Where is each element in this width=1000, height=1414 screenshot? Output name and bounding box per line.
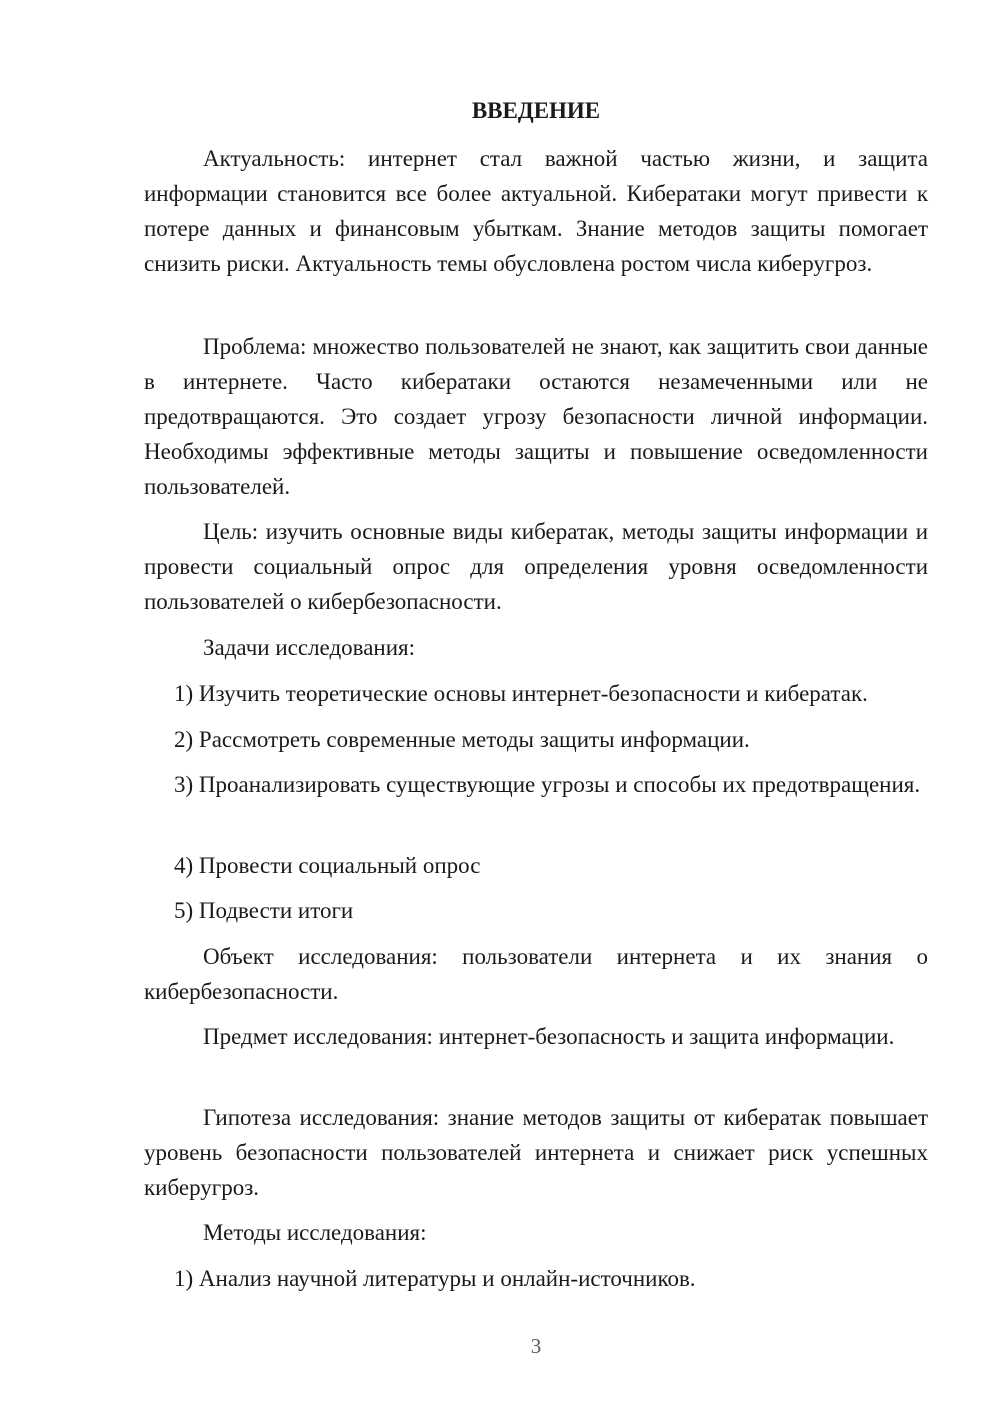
tasks-heading: Задачи исследования: <box>203 635 416 660</box>
relevance-paragraph-block <box>144 141 928 281</box>
page-title: ВВЕДЕНИЕ <box>471 98 601 123</box>
task-item-block <box>144 848 928 883</box>
relevance-paragraph: Актуальность: интернет стал важной частью жизни, и защита информации становится все более актуальной. Кибератаки могут привести к потере данных и финансовым убыткам. Знание методов защиты помогает снизить риски. Актуальность темы обусловлена ростом числа киберугроз. <box>144 146 928 276</box>
task-item-block <box>144 893 928 928</box>
subject-paragraph: Предмет исследования: интернет-безопасность и защита информации. <box>203 1024 895 1049</box>
task-item: 1) Изучить теоретические основы интернет-безопасности и кибератак. <box>174 681 868 706</box>
problem-paragraph-block <box>144 329 928 504</box>
hypothesis-paragraph-block <box>144 1100 928 1205</box>
goal-paragraph-block <box>144 514 928 619</box>
task-item: 3) Проанализировать существующие угрозы и способы их предотвращения. <box>174 772 921 797</box>
task-item: 4) Провести социальный опрос <box>174 853 481 878</box>
methods-heading-block <box>144 1215 928 1250</box>
task-item: 2) Рассмотреть современные методы защиты информации. <box>174 727 750 752</box>
task-item: 5) Подвести итоги <box>174 898 354 923</box>
object-paragraph-block <box>144 939 928 1009</box>
object-paragraph: Объект исследования: пользователи интернета и их знания о кибербезопасности. <box>144 944 928 1004</box>
subject-paragraph-block <box>144 1019 928 1054</box>
task-item-block <box>144 722 928 757</box>
hypothesis-paragraph: Гипотеза исследования: знание методов защиты от кибератак повышает уровень безопасности пользователей интернета и снижает риск успешных киберугроз. <box>144 1105 928 1200</box>
task-item-block <box>144 767 928 802</box>
method-item-block <box>144 1261 928 1296</box>
method-item: 1) Анализ научной литературы и онлайн-источников. <box>174 1266 696 1291</box>
tasks-heading-block <box>144 630 928 665</box>
goal-paragraph: Цель: изучить основные виды кибератак, методы защиты информации и провести социальный опрос для определения уровня осведомленности пользователей о кибербезопасности. <box>144 519 928 614</box>
task-item-block <box>144 676 928 711</box>
problem-paragraph: Проблема: множество пользователей не знают, как защитить свои данные в интернете. Часто кибератаки остаются незамеченными или не предотвращаются. Это создает угрозу безопасности личной информации. Необходимы эффективные методы защиты и повышение осведомленности пользователей. <box>144 334 928 499</box>
methods-heading: Методы исследования: <box>203 1220 427 1245</box>
page-number: 3 <box>530 1334 542 1358</box>
